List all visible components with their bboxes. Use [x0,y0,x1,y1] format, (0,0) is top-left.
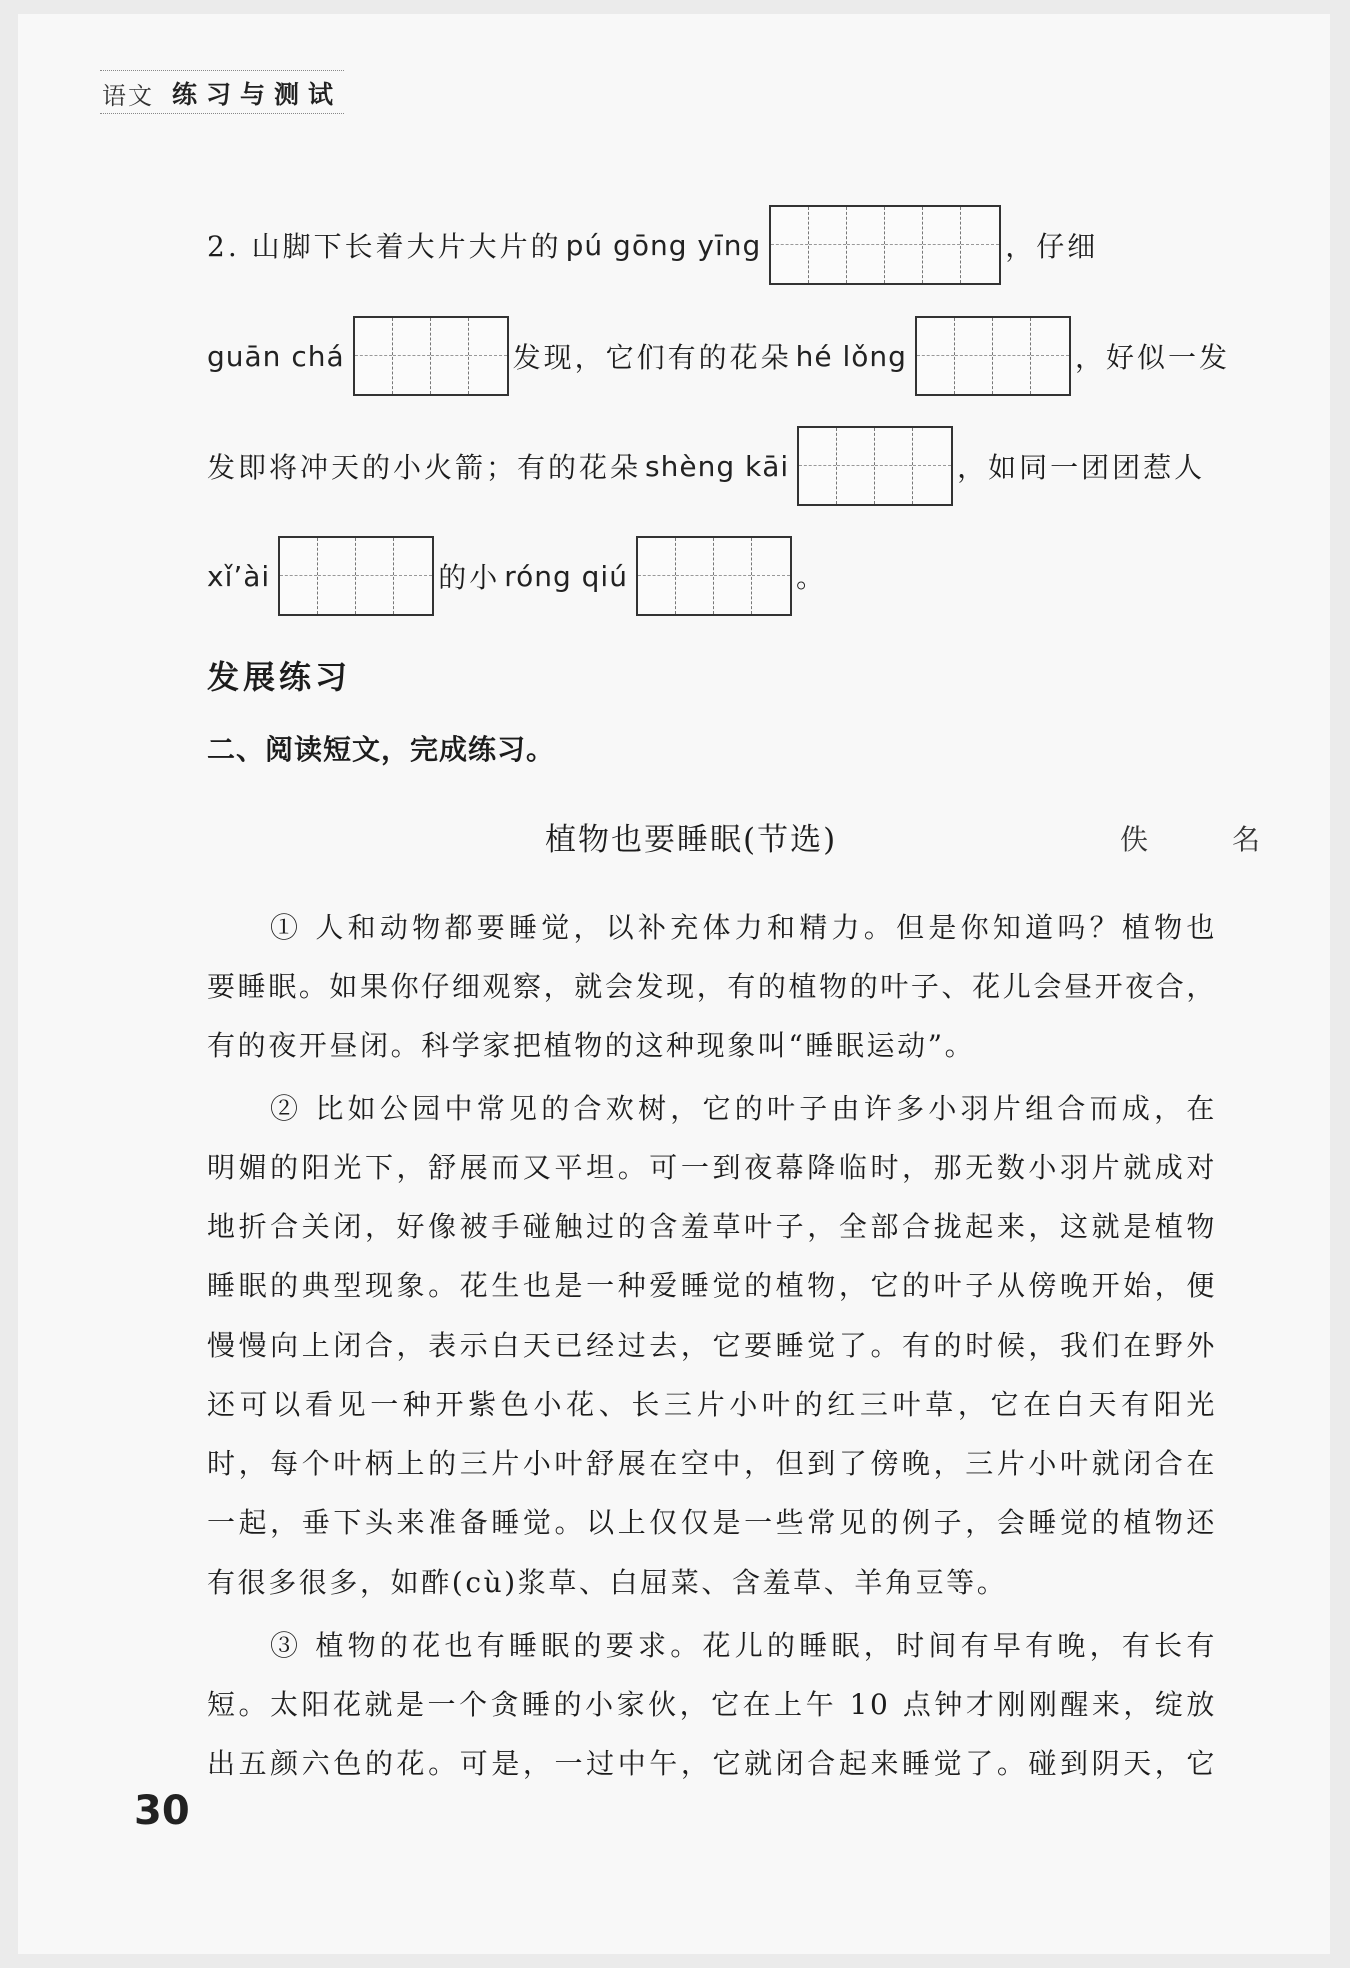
header-subject: 语文 [102,81,154,110]
answer-grid-rongqiu[interactable] [636,536,792,616]
exercise-line-4 [207,536,827,616]
grid-cell[interactable] [837,428,875,504]
question-heading: 二、阅读短文，完成练习。 [207,733,556,766]
grid-cell[interactable] [961,207,999,283]
grid-cell[interactable] [1031,318,1069,394]
answer-grid-pugongying[interactable] [769,205,1001,285]
grid-cell[interactable] [356,538,394,614]
article-line: 慢慢向上闭合，表示白天已经过去，它要睡觉了。有的时候，我们在野外 [207,1329,1217,1362]
exercise-text: 。 [795,561,827,594]
pinyin-prompt: xǐ’ài [207,559,271,593]
exercise-line-1 [207,205,1098,285]
grid-cell[interactable] [847,207,885,283]
exercise-text: ，如同一团团惹人 [957,451,1206,484]
pinyin-prompt: guān chá [207,339,345,373]
article-line: 一起，垂下头来准备睡觉。以上仅仅是一些常见的例子，会睡觉的植物还 [207,1506,1217,1539]
grid-cell[interactable] [917,318,955,394]
article-line: 要睡眠。如果你仔细观察，就会发现，有的植物的叶子、花儿会昼开夜合， [207,970,1217,1003]
grid-cell[interactable] [771,207,809,283]
article-line: 时，每个叶柄上的三片小叶舒展在空中，但到了傍晚，三片小叶就闭合在 [207,1447,1217,1480]
pinyin-prompt: róng qiú [504,559,628,593]
article-line: ③ 植物的花也有睡眠的要求。花儿的睡眠，时间有早有晚，有长有 [270,1629,1217,1662]
exercise-text: 发现，它们有的花朵 [512,341,792,374]
answer-grid-shengkai[interactable] [797,426,953,506]
grid-cell[interactable] [431,318,469,394]
article-line: ① 人和动物都要睡觉，以补充体力和精力。但是你知道吗？植物也 [270,911,1217,944]
article-author: 佚 名 [1120,823,1289,856]
grid-cell[interactable] [913,428,951,504]
running-header [100,70,344,114]
page-number: 30 [134,1788,190,1834]
grid-cell[interactable] [993,318,1031,394]
exercise-text: 的小 [438,561,501,594]
article-line: ② 比如公园中常见的合欢树，它的叶子由许多小羽片组合而成，在 [270,1092,1217,1125]
exercise-text: 发即将冲天的小火箭；有的花朵 [207,451,642,484]
grid-cell[interactable] [923,207,961,283]
exercise-line-2 [207,316,1230,396]
exercise-line-3 [207,426,1205,506]
article-line: 地折合关闭，好像被手碰触过的含羞草叶子，全部合拢起来，这就是植物 [207,1210,1217,1243]
answer-grid-guancha[interactable] [353,316,509,396]
grid-cell[interactable] [393,318,431,394]
article-line: 有的夜开昼闭。科学家把植物的这种现象叫“睡眠运动”。 [207,1029,976,1062]
pinyin-prompt: hé lǒng [795,339,907,373]
grid-cell[interactable] [714,538,752,614]
grid-cell[interactable] [885,207,923,283]
grid-cell[interactable] [394,538,432,614]
exercise-text: 2. 山脚下长着大片大片的 [207,230,562,263]
grid-cell[interactable] [318,538,356,614]
article-line: 明媚的阳光下，舒展而又平坦。可一到夜幕降临时，那无数小羽片就成对 [207,1151,1217,1184]
article-title: 植物也要睡眠(节选) [545,822,838,858]
article-line: 有很多很多，如酢(cù)浆草、白屈菜、含羞草、羊角豆等。 [207,1566,1008,1599]
header-book-title: 练习与测试 [172,80,343,109]
grid-cell[interactable] [355,318,393,394]
grid-cell[interactable] [809,207,847,283]
grid-cell[interactable] [676,538,714,614]
grid-cell[interactable] [875,428,913,504]
grid-cell[interactable] [280,538,318,614]
answer-grid-xiai[interactable] [278,536,434,616]
article-line: 短。太阳花就是一个贪睡的小家伙，它在上午 10 点钟才刚刚醒来，绽放 [207,1688,1217,1721]
exercise-text: ，仔细 [1005,230,1099,263]
article-line: 还可以看见一种开紫色小花、长三片小叶的红三叶草，它在白天有阳光 [207,1388,1217,1421]
answer-grid-helong[interactable] [915,316,1071,396]
article-line: 出五颜六色的花。可是，一过中午，它就闭合起来睡觉了。碰到阴天，它 [207,1747,1217,1780]
grid-cell[interactable] [469,318,507,394]
pinyin-prompt: shèng kāi [645,449,790,483]
section-title: 发展练习 [207,658,352,696]
grid-cell[interactable] [955,318,993,394]
grid-cell[interactable] [799,428,837,504]
exercise-text: ，好似一发 [1074,341,1230,374]
grid-cell[interactable] [752,538,790,614]
grid-cell[interactable] [638,538,676,614]
pinyin-prompt: pú gōng yīng [565,228,762,262]
article-line: 睡眠的典型现象。花生也是一种爱睡觉的植物，它的叶子从傍晚开始，便 [207,1269,1217,1302]
